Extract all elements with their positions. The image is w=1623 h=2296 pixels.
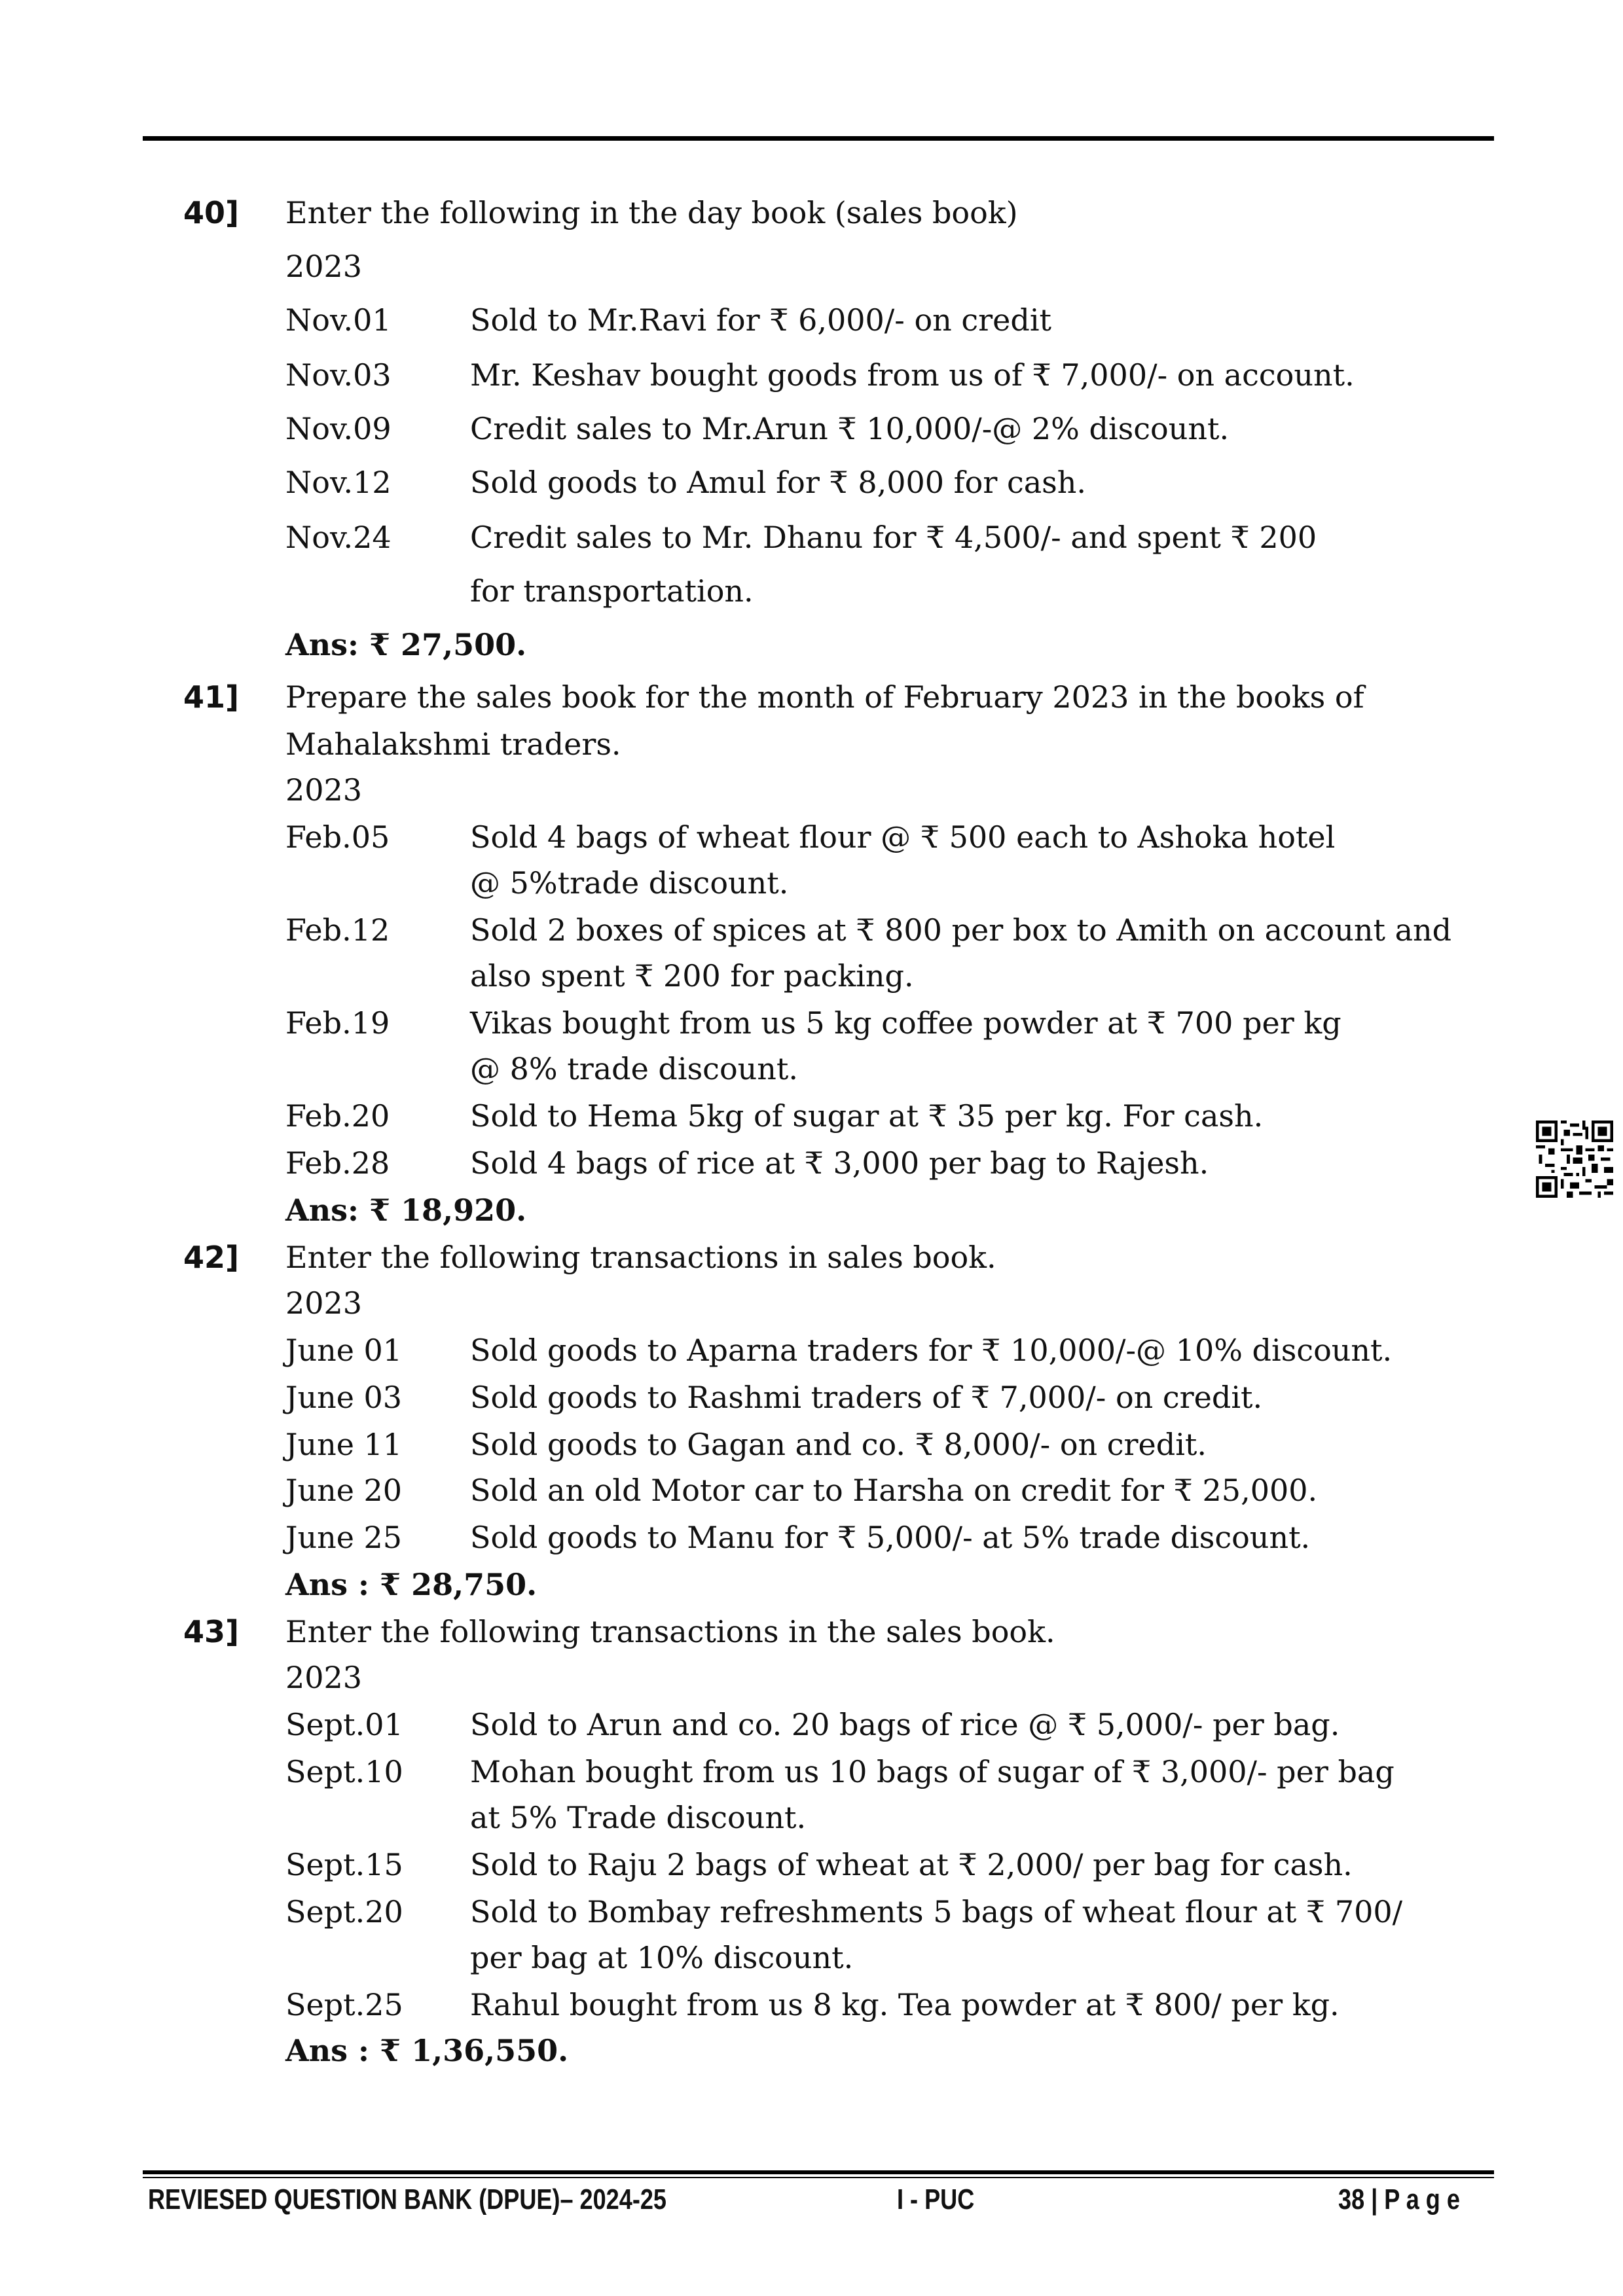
question-number: 40] [183, 195, 240, 230]
entry-description: Credit sales to Mr. Dhanu for ₹ 4,500/- and spent ₹ 200 [470, 520, 1317, 555]
question-year: 2023 [285, 249, 363, 284]
entry-date: June 11 [285, 1427, 403, 1462]
question-number: 42] [183, 1240, 240, 1275]
entry-description-continued: per bag at 10% discount. [470, 1940, 854, 1975]
entry-description: Sold goods to Aparna traders for ₹ 10,000/-@ 10% discount. [470, 1333, 1393, 1368]
entry-description-continued: @ 5%trade discount. [470, 865, 789, 901]
entry-description: Sold to Mr.Ravi for ₹ 6,000/- on credit [470, 302, 1052, 338]
entry-date: Nov.24 [285, 520, 392, 555]
entry-date: Sept.20 [285, 1894, 403, 1929]
entry-description: Mohan bought from us 10 bags of sugar of ₹ 3,000/- per bag [470, 1754, 1395, 1789]
entry-description: Sold 4 bags of rice at ₹ 3,000 per bag to Rajesh. [470, 1145, 1209, 1181]
entry-date: Sept.01 [285, 1707, 403, 1742]
entry-description-continued: for transportation. [470, 573, 754, 609]
entry-date: Nov.09 [285, 411, 392, 446]
entry-description: Sold to Bombay refreshments 5 bags of wheat flour at ₹ 700/ [470, 1894, 1403, 1929]
entry-date: Nov.01 [285, 302, 392, 338]
entry-date: Feb.12 [285, 912, 390, 948]
entry-description: Sold 4 bags of wheat flour @ ₹ 500 each to Ashoka hotel [470, 819, 1336, 855]
entry-date: June 01 [285, 1333, 403, 1368]
entry-description: Rahul bought from us 8 kg. Tea powder at ₹ 800/ per kg. [470, 1987, 1340, 2022]
entry-date: Feb.20 [285, 1098, 390, 1134]
entry-description: Sold to Arun and co. 20 bags of rice @ ₹ 5,000/- per bag. [470, 1707, 1340, 1742]
entry-description: Sold 2 boxes of spices at ₹ 800 per box to Amith on account and [470, 912, 1452, 948]
entry-date: Nov.03 [285, 357, 392, 393]
entry-description-continued: at 5% Trade discount. [470, 1800, 807, 1835]
qr-code[interactable] [1536, 1121, 1613, 1198]
entry-date: Sept.10 [285, 1754, 403, 1789]
question-number: 41] [183, 679, 240, 715]
answer: Ans: ₹ 27,500. [285, 627, 527, 662]
entry-date: Feb.05 [285, 819, 390, 855]
question-year: 2023 [285, 772, 363, 808]
entry-description: Sold goods to Rashmi traders of ₹ 7,000/- on credit. [470, 1380, 1263, 1415]
entry-date: June 03 [285, 1380, 403, 1415]
entry-date: June 25 [285, 1520, 403, 1555]
entry-description: Sold to Raju 2 bags of wheat at ₹ 2,000/ per bag for cash. [470, 1847, 1353, 1882]
entry-description: Vikas bought from us 5 kg coffee powder at ₹ 700 per kg [470, 1005, 1341, 1041]
question-year: 2023 [285, 1660, 363, 1695]
entry-description: Sold goods to Manu for ₹ 5,000/- at 5% trade discount. [470, 1520, 1311, 1555]
entry-date: Feb.19 [285, 1005, 390, 1041]
page-number: 38 | P a g e [1338, 2183, 1460, 2215]
entry-date: Sept.15 [285, 1847, 403, 1882]
question-title: Enter the following in the day book (sales book) [285, 195, 1018, 230]
question-title: Prepare the sales book for the month of February 2023 in the books of [285, 679, 1364, 715]
header-rule [143, 136, 1494, 141]
footer-rule [143, 2170, 1494, 2174]
question-title: Enter the following transactions in the sales book. [285, 1614, 1055, 1649]
entry-description-continued: @ 8% trade discount. [470, 1051, 798, 1086]
entry-description: Mr. Keshav bought goods from us of ₹ 7,000/- on account. [470, 357, 1355, 393]
question-title-continued: Mahalakshmi traders. [285, 726, 621, 762]
entry-description: Sold an old Motor car to Harsha on credit for ₹ 25,000. [470, 1473, 1318, 1508]
entry-description: Credit sales to Mr.Arun ₹ 10,000/-@ 2% discount. [470, 411, 1230, 446]
answer: Ans: ₹ 18,920. [285, 1193, 527, 1228]
entry-date: Feb.28 [285, 1145, 390, 1181]
entry-date: June 20 [285, 1473, 403, 1508]
answer: Ans : ₹ 28,750. [285, 1567, 538, 1602]
question-number: 43] [183, 1614, 240, 1649]
entry-description: Sold goods to Amul for ₹ 8,000 for cash. [470, 465, 1087, 500]
footer-rule-thin [143, 2177, 1494, 2178]
entry-description-continued: also spent ₹ 200 for packing. [470, 958, 914, 994]
entry-description: Sold to Hema 5kg of sugar at ₹ 35 per kg. For cash. [470, 1098, 1264, 1134]
footer-title: REVIESED QUESTION BANK (DPUE)– 2024-25 [148, 2183, 666, 2215]
entry-date: Nov.12 [285, 465, 392, 500]
answer: Ans : ₹ 1,36,550. [285, 2033, 569, 2068]
question-title: Enter the following transactions in sales book. [285, 1240, 996, 1275]
entry-date: Sept.25 [285, 1987, 403, 2022]
entry-description: Sold goods to Gagan and co. ₹ 8,000/- on credit. [470, 1427, 1207, 1462]
question-year: 2023 [285, 1285, 363, 1321]
footer-class: I - PUC [897, 2183, 975, 2215]
